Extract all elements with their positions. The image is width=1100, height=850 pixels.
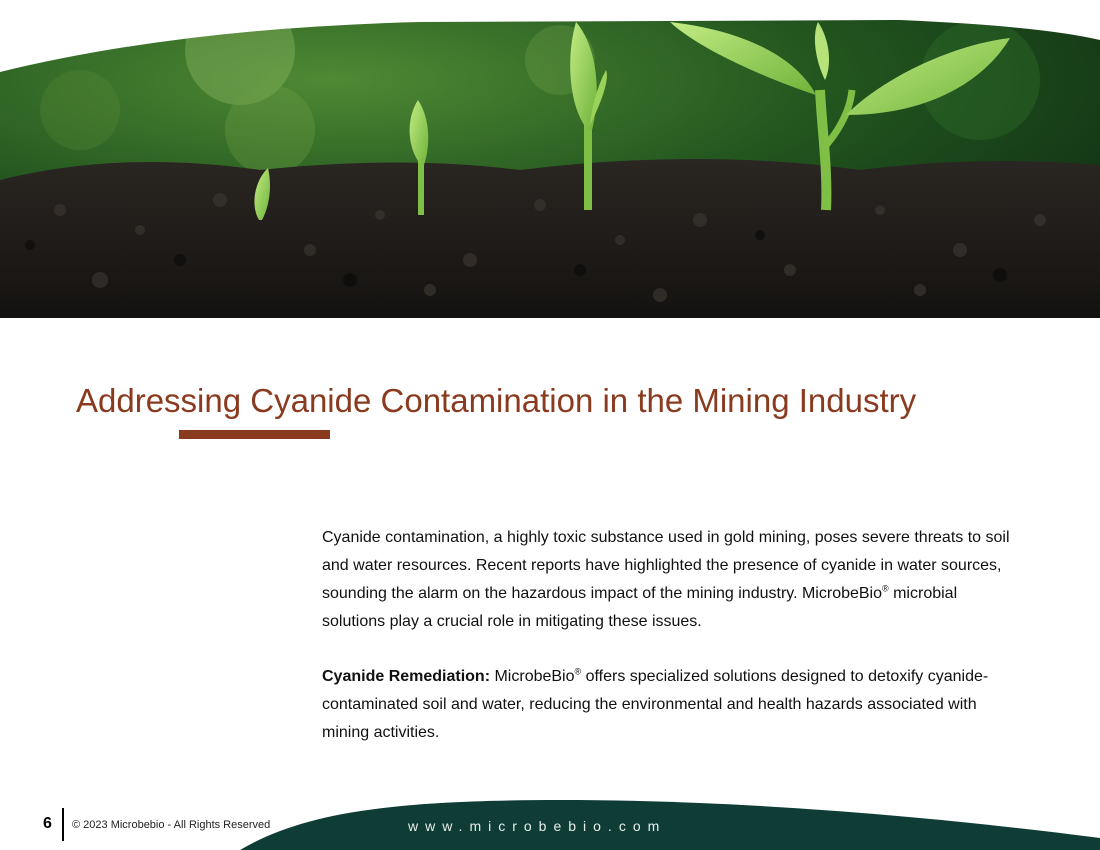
registered-mark: ® <box>882 583 889 594</box>
intro-paragraph <box>322 524 1022 636</box>
seedlings-hero-image <box>0 20 1100 318</box>
intro-text: Cyanide contamination, a highly toxic substance used in gold mining, poses severe threats to soil and water resources. Recent reports have highlighted the presence of cyanide in water sources, sounding the alarm on the hazardous impact of the mining industry. MicrobeBio <box>322 529 1010 602</box>
intro-text-end: microbial solutions play a crucial role in mitigating these issues. <box>322 585 958 630</box>
page-number: 6 <box>43 815 52 832</box>
copyright-notice: © 2023 Microbebio - All Rights Reserved <box>72 819 271 831</box>
remediation-text: MicrobeBio <box>490 668 575 685</box>
title-underline <box>179 430 330 439</box>
remediation-text-end: offers specialized solutions designed to detoxify cyanide-contaminated soil and water, reducing the environmental and health hazards associated with mining activities. <box>322 668 989 741</box>
remediation-heading: Cyanide Remediation: <box>322 668 491 685</box>
website-link[interactable]: www.microbebio.com <box>408 818 667 834</box>
footer-divider <box>62 808 64 841</box>
registered-mark: ® <box>574 666 582 677</box>
remediation-paragraph <box>322 663 1022 747</box>
body-text <box>322 524 1022 747</box>
page-title: Addressing Cyanide Contamination in the Mining Industry <box>76 382 917 419</box>
